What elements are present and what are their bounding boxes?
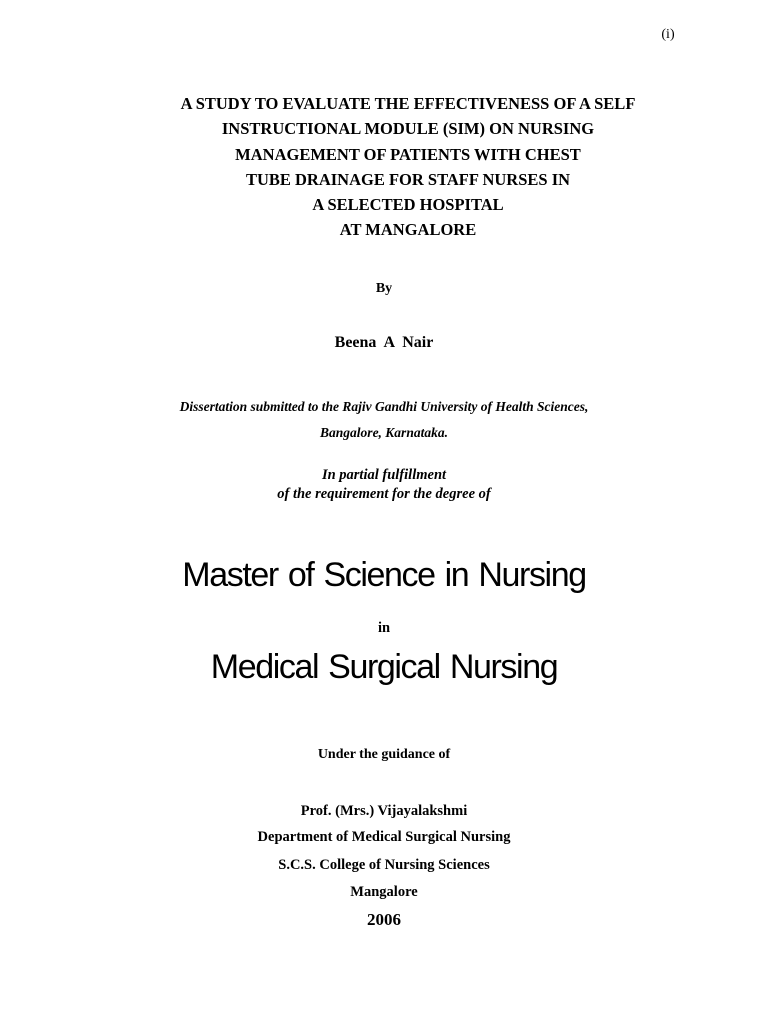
- by-label: By: [375, 281, 393, 296]
- thesis-title-line: AT MANGALORE: [339, 220, 477, 240]
- submission-location: Bangalore, Karnataka.: [320, 425, 448, 440]
- submission-year: 2006: [367, 910, 401, 929]
- college-city: Mangalore: [350, 884, 418, 900]
- thesis-title: [110, 91, 706, 243]
- department-name: Department of Medical Surgical Nursing: [257, 829, 511, 845]
- guidance-heading: Under the guidance of: [317, 747, 451, 762]
- degree-specialty: Medical Surgical Nursing: [210, 648, 558, 686]
- page-number: (i): [661, 27, 675, 42]
- thesis-title-line: MANAGEMENT OF PATIENTS WITH CHEST: [235, 144, 581, 164]
- guide-name: Prof. (Mrs.) Vijayalakshmi: [300, 803, 468, 819]
- author-name: Beena A Nair: [334, 334, 434, 351]
- thesis-title-line: INSTRUCTIONAL MODULE (SIM) ON NURSING: [221, 119, 595, 139]
- degree-connector: in: [377, 620, 391, 636]
- thesis-title-line: TUBE DRAINAGE FOR STAFF NURSES IN: [245, 169, 571, 189]
- thesis-title-line: A STUDY TO EVALUATE THE EFFECTIVENESS OF A SELF: [180, 94, 636, 113]
- fulfillment-line: In partial fulfillment: [321, 467, 447, 483]
- college-name: S.C.S. College of Nursing Sciences: [278, 857, 490, 873]
- degree-name: Master of Science in Nursing: [182, 556, 586, 594]
- thesis-title-line: A SELECTED HOSPITAL: [312, 195, 504, 215]
- submission-statement: Dissertation submitted to the Rajiv Gandhi University of Health Sciences,: [179, 399, 589, 414]
- requirement-line: of the requirement for the degree of: [277, 486, 491, 502]
